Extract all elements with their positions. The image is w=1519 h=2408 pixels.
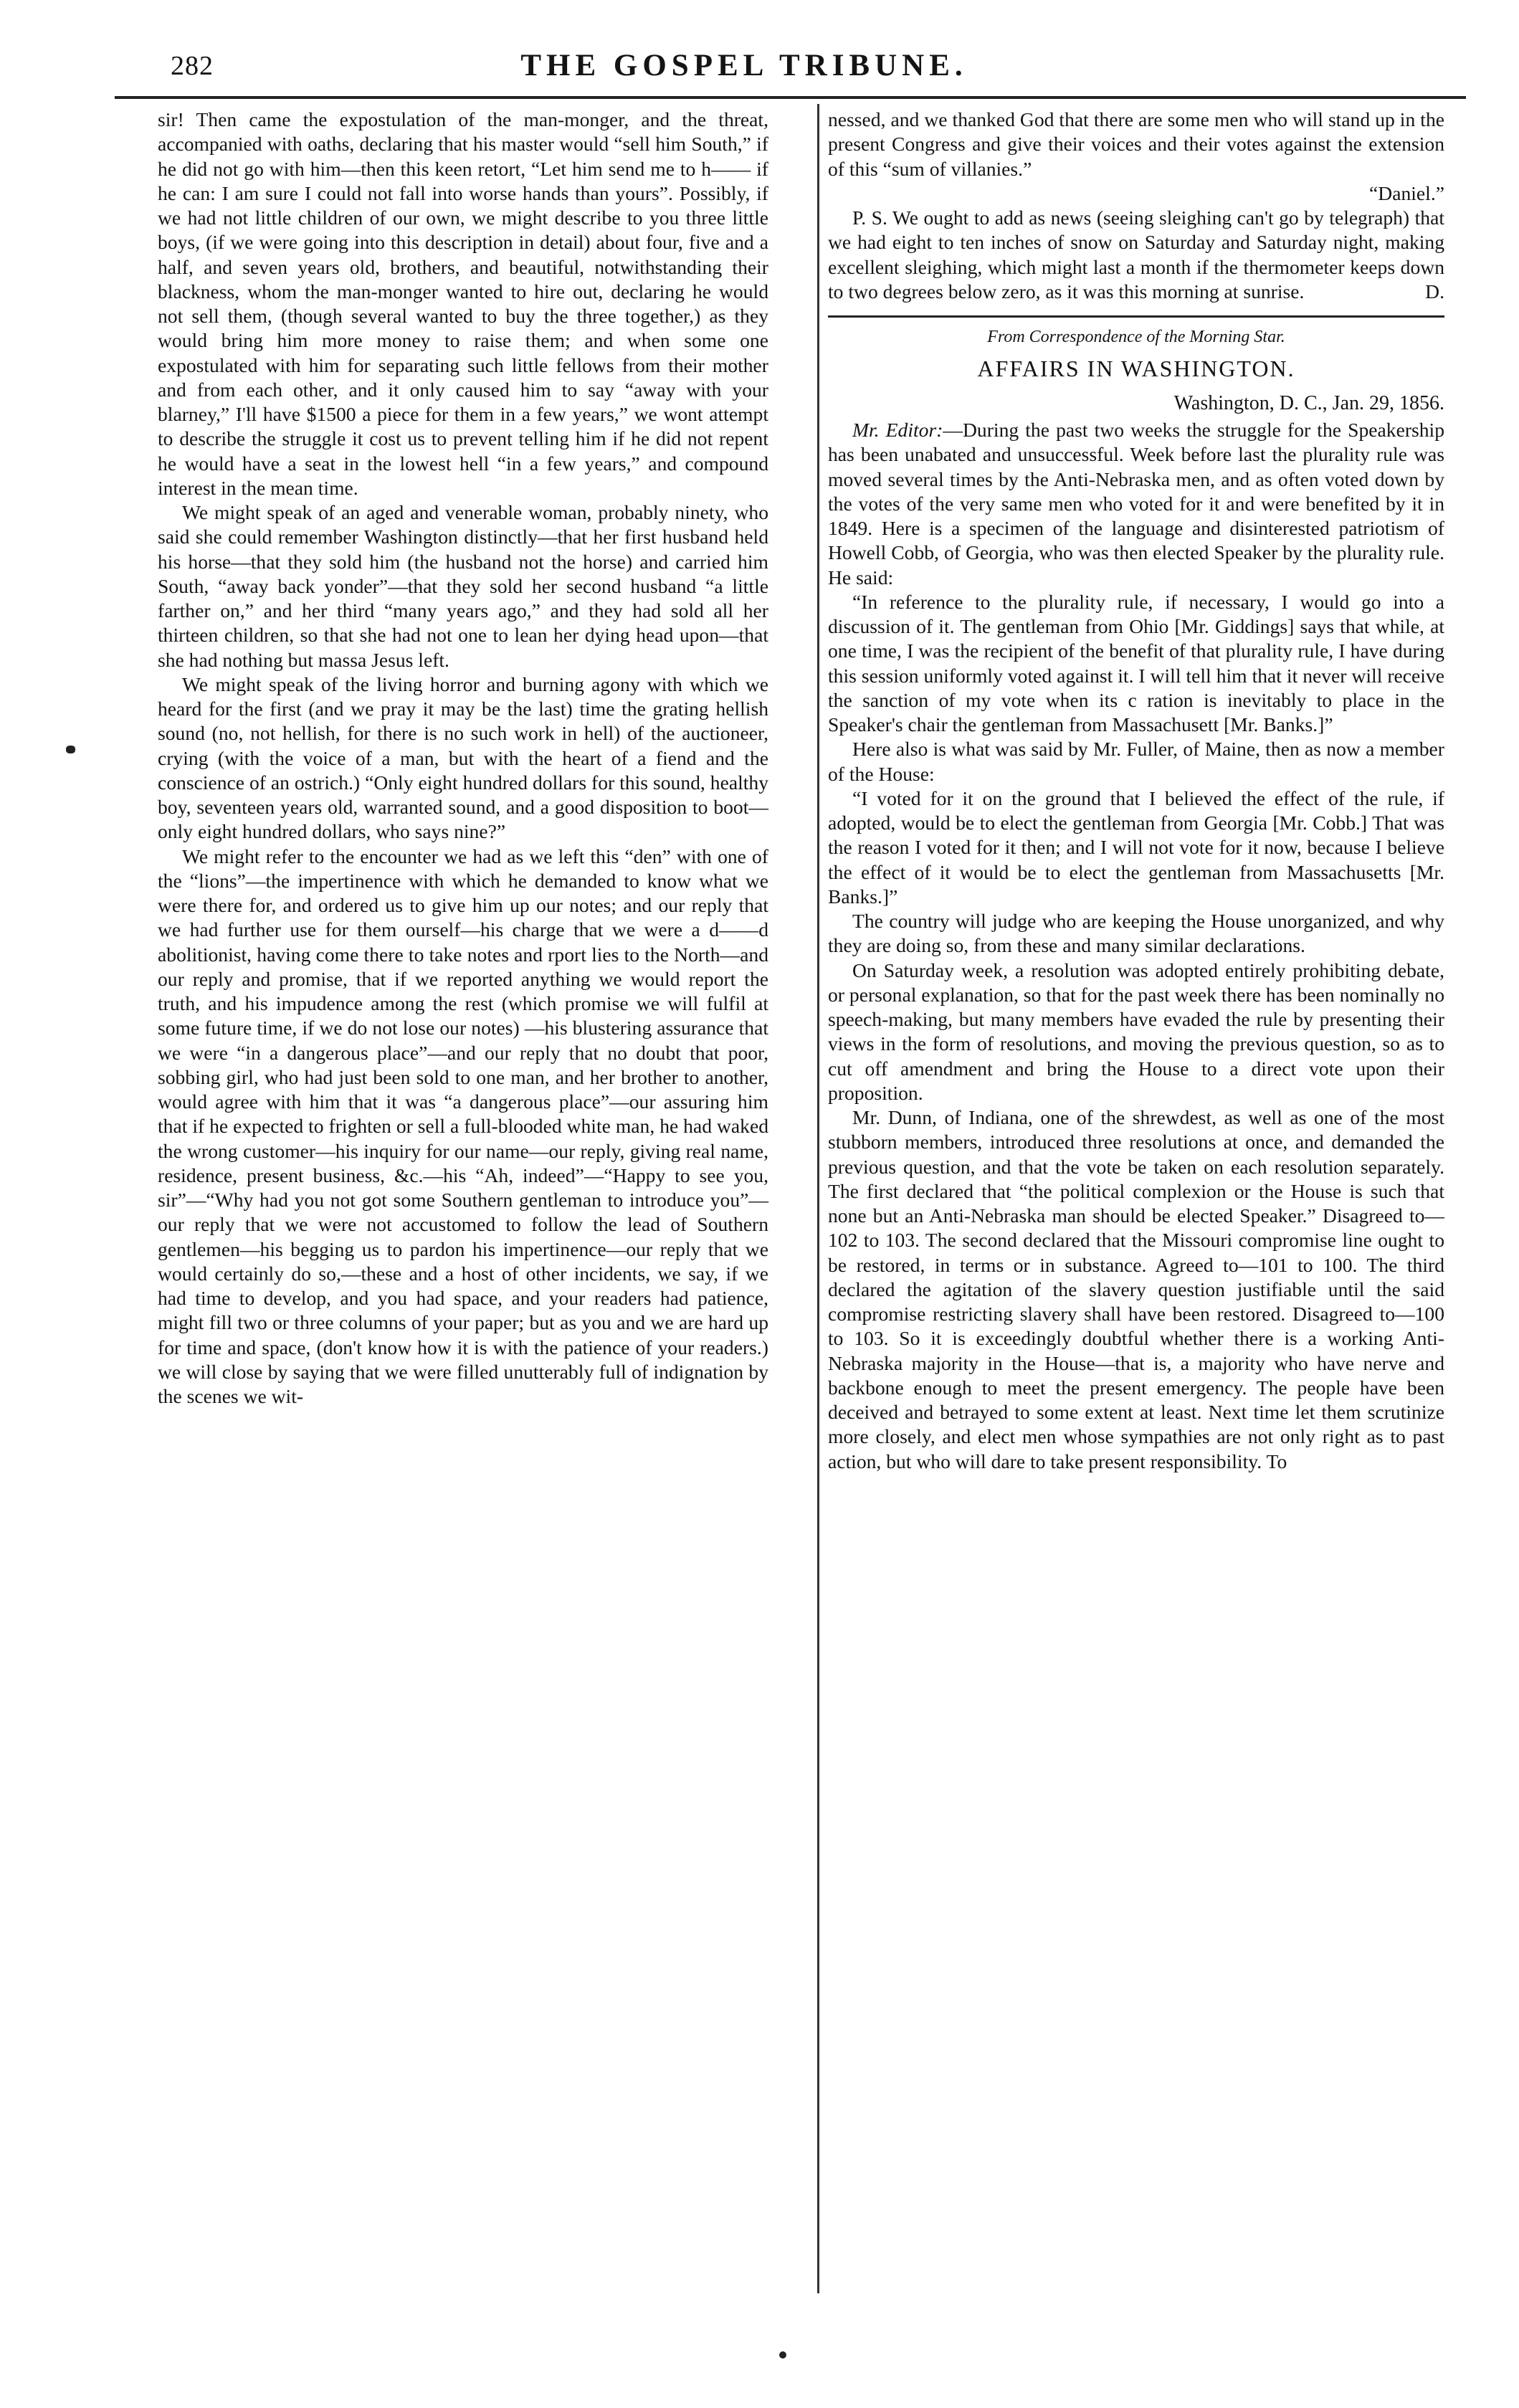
section-rule xyxy=(828,315,1444,318)
continuation-paragraph: nessed, and we thanked God that there are some men who will stand up in the present Congress and give their voices and their votes against the extension of this “sum of villanies.” xyxy=(828,108,1444,180)
body-paragraph: We might refer to the encounter we had as we left this “den” with one of the “lions”—the impertinence with which he demanded to know what we were there for, and ordered us to give him up our notes; and our reply that we had further use for them ourself—his charge that we were a d——d abolitionist, having come there to take notes and rport lies to the North—and our reply and promise, that if we reported anything we would report the truth, and his impudence among the rest (which promise we will fulfil at some future time, if we do not lose our notes) —his blustering assurance that we were “in a dangerous place”—and our reply that no doubt that poor, sobbing girl, who had just been sold to one man, and her brother to another, would agree with him that it was “a dangerous place”—our assuring him that if he expected to frighten or sell a full-blooded white man, he had waked the wrong customer—his inquiry for our name—our reply, giving real name, residence, present business, &c.—his “Ah, indeed”—“Happy to see you, sir”—“Why had you not got some Southern gentleman to introduce you”—our reply that we were not accustomed to follow the lead of Southern gentlemen—his begging us to pardon his impertinence—our reply that we would certainly do so,—these and a host of other incidents, we say, if we had time to develop, and you had space, and your readers had patience, might fill two or three columns of your paper; but as you and we are hard up for time and space, (don't know how it is with the patience of your readers.) we will close by saying that we were filled unutterably full of indignation by the scenes we wit- xyxy=(158,844,768,1407)
body-paragraph: Here also is what was said by Mr. Fuller, of Maine, then as now a member of the House: xyxy=(828,738,1444,785)
header-rule xyxy=(115,96,1466,99)
page-end-mark xyxy=(779,2351,786,2359)
body-paragraph: sir! Then came the expostulation of the man-monger, and the threat, accompanied with oaths, declaring that his master would “sell him South,” if he did not go with him—then this keen retort, “Let him send me to h—— if he can: I am sure I could not fall into worse hands than yours”. Possibly, if we had not little children of our own, we might describe to you three little boys, (if we were going into this description in detail) about four, five and a half, and seven years old, brothers, and beautiful, notwithstanding their blackness, whom the man-monger wanted to hire out, declaring he would not sell them, (though several wanted to buy the three together,) as they would bring him more money to raise them; and when some one expostulated with him for separating such little fellows from their mother and from each other, and it only caused him to say “away with your blarney,” I'll have $1500 a piece for them in a few years,” we wont attempt to describe the struggle it cost us to prevent telling him if he did not repent he would have a seat in the lowest hell “in a few years,” and compound interest in the mean time. xyxy=(158,108,768,499)
body-paragraph: Mr. Dunn, of Indiana, one of the shrewdest, as well as one of the most stubborn members, introduced three resolutions at once, and demanded the previous question, and that the vote be taken on each resolution separately. The first declared that “the political complexion or the House is such that none but an Anti-Nebraska man should be elected Speaker.” Disagreed to—102 to 103. The second declared that the Missouri compromise line ought to be restored, in terms or in substance. Agreed to—101 to 100. The third declared the agitation of the slavery question justifiable until the said compromise restricting slavery shall have been restored. Disagreed to—100 to 103. So it is exceedingly doubtful whether there is a working Anti-Nebraska majority in the House—that is, a majority who have nerve and backbone enough to meet the present emergency. The people have been deceived and betrayed to some extent at least. Next time let them scrutinize more closely, and elect men whose sympathies are not only right as to past action, but who will dare to take present responsibility. To xyxy=(828,1106,1444,1472)
letter-signature: “Daniel.” xyxy=(1369,181,1444,204)
body-paragraph: We might speak of an aged and venerable woman, probably ninety, who said she could remember Washington distinctly—that her first husband held his horse—that they sold him (the husband not the horse) and carried him South, “away back yonder”—that they sold her second husband “a little farther on,” and her third “many years ago,” and they had sold all her thirteen children, so that she had not one to lean her dying head upon—that she had nothing but massa Jesus left. xyxy=(158,501,768,671)
right-column xyxy=(828,108,1444,1474)
source-line: From Correspondence of the Morning Star. xyxy=(987,328,1285,346)
column-divider xyxy=(817,104,819,2293)
body-paragraph: The country will judge who are keeping the House unorganized, and why they are doing so, from these and many similar declarations. xyxy=(828,910,1444,957)
body-paragraph: On Saturday week, a resolution was adopted entirely prohibiting debate, or personal explanation, so that for the past week there has been nominally no speech-making, but many members have evaded the rule by presenting their views in the form of resolutions, and moving the previous question, so as to cut off amendment and bring the House to a direct vote upon their proposition. xyxy=(828,958,1444,1104)
body-paragraph-text: —During the past two weeks the struggle for the Speakership has been unabated and unsuccessful. Week before last the plurality rule was moved several times by the Anti-Nebraska men, and as often voted down by the votes of the very same men who voted for it and were benefited by it in 1849. Here is a specimen of the language and disinterested patriotism of Howell Cobb, of Georgia, who was then elected Speaker by the plurality rule. He said: xyxy=(828,419,1445,589)
journal-title: THE GOSPEL TRIBUNE. xyxy=(520,49,968,82)
postscript-text: P. S. We ought to add as news (seeing sleighing can't go by telegraph) that we had eight to ten inches of snow on Saturday and Saturday night, making excellent sleighing, which might last a month if the thermometer keeps down to two degrees below zero, as it was this morning at sunrise. xyxy=(828,206,1444,303)
body-paragraph: We might speak of the living horror and burning agony with which we heard for the first (and we pray it may be the last) time the grating hellish sound (no, not hellish, for there is no such work in hell) of the auctioneer, crying (with the voice of a man, but with the heart of a fiend and the conscience of an ostrich.) “Only eight hundred dollars for this sound, healthy boy, seventeen years old, warranted sound, and a good disposition to boot—only eight hundred dollars, who says nine?” xyxy=(158,672,768,843)
article-heading: AFFAIRS IN WASHINGTON. xyxy=(977,356,1295,381)
salutation: Mr. Editor: xyxy=(852,419,943,441)
body-paragraph xyxy=(828,418,1444,590)
postscript-paragraph xyxy=(828,206,1444,304)
quoted-paragraph: “In reference to the plurality rule, if necessary, I would go into a discussion of it. The gentleman from Ohio [Mr. Giddings] says that while, at one time, I was the recipient of the benefit of that plurality rule, I have during this session uniformly voted against it. I will tell him that it never will receive the sanction of my vote when its c ration is inevitably to place in the Speaker's chair the gentleman from Massachusett [Mr. Banks.]” xyxy=(828,590,1444,736)
margin-ink-mark xyxy=(66,746,75,753)
running-head xyxy=(56,44,1432,95)
dateline: Washington, D. C., Jan. 29, 1856. xyxy=(1173,392,1444,414)
left-column xyxy=(158,108,768,1409)
page-number: 282 xyxy=(171,51,214,81)
quoted-paragraph: “I voted for it on the ground that I believed the effect of the rule, if adopted, would be to elect the gentleman from Georgia [Mr. Cobb.] That was the reason I voted for it then; and I will not vote for it now, because I believe the effect of it would be to elect the gentleman from Massachusetts [Mr. Banks.]” xyxy=(828,786,1444,908)
postscript-signature: D. xyxy=(1425,280,1444,303)
